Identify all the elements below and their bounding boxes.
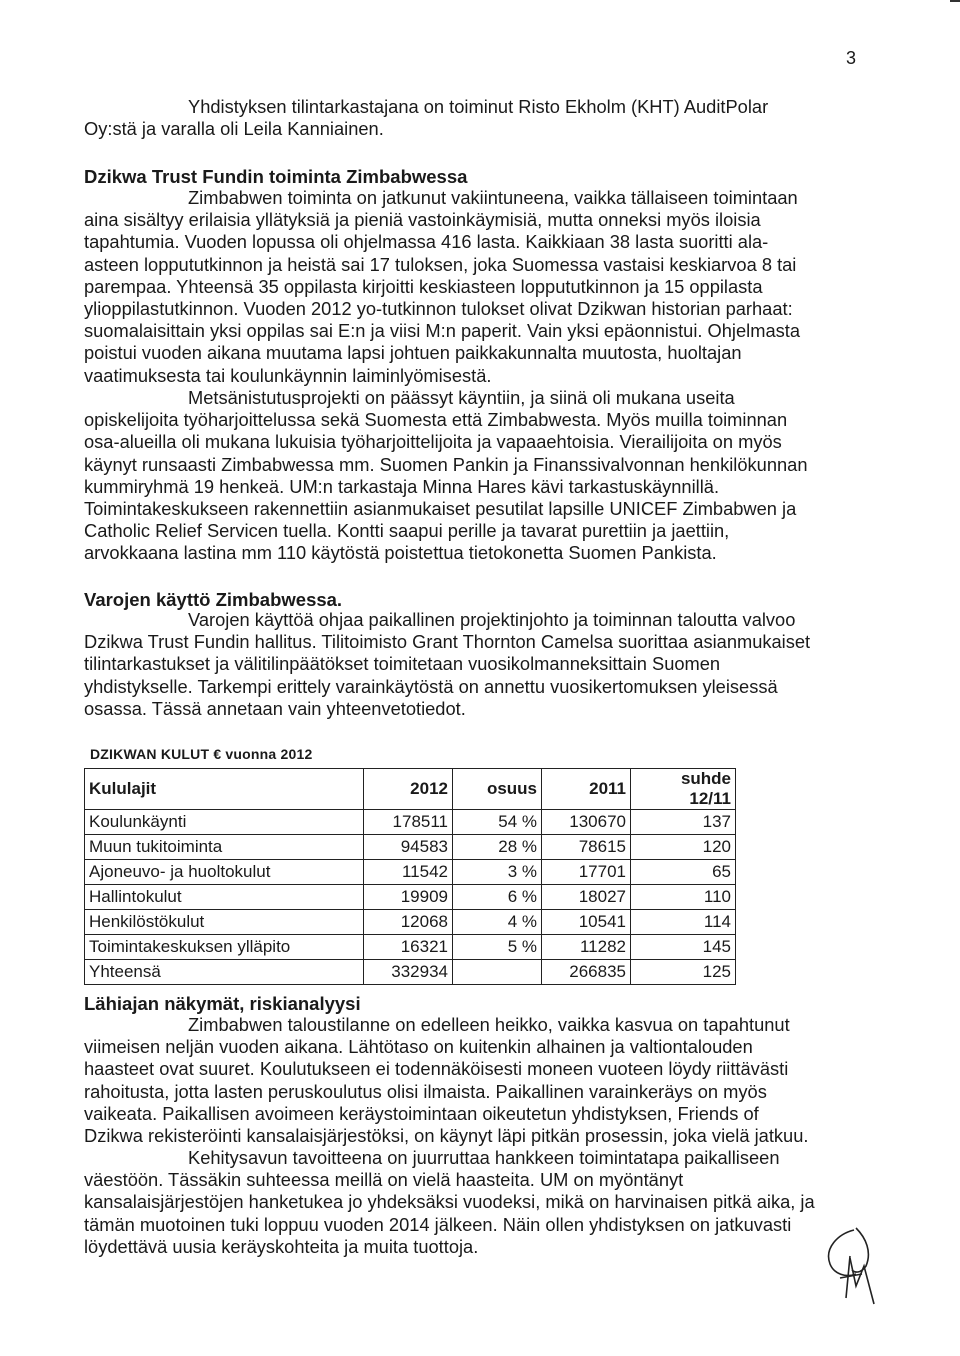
table-cell: 12068 (364, 910, 453, 935)
table-row (85, 860, 736, 885)
table-cell: 6 % (453, 885, 542, 910)
text-line: Dzikwa Trust Fundin hallitus. Tilitoimisto Grant Thornton Camelsa suorittaa asianmukaiset (84, 631, 811, 653)
table-row (85, 885, 736, 910)
text-line: suomalaisittain yksi oppilas sai E:n ja viisi M:n paperit. Vain yksi epäonnistui. Ohjelmasta (84, 320, 801, 342)
section3-paragraph-2 (84, 1147, 864, 1258)
costs-table (84, 768, 736, 985)
text-line: haasteet ovat suuret. Koulutukseen ei todennäköisesti moneen vuoteen löydy riittävästi (84, 1058, 789, 1080)
section1-paragraph-2 (84, 387, 864, 565)
table-cell: Henkilöstökulut (85, 910, 364, 935)
text-line: aina sisältyy erilaisia yllätyksiä ja pieniä vastoinkäymisiä, mutta onneksi myös iloisia (84, 209, 761, 231)
table-cell: 114 (631, 910, 736, 935)
table-cell: 130670 (542, 810, 631, 835)
table-cell: Yhteensä (85, 960, 364, 985)
section3-paragraph-1 (84, 1014, 864, 1147)
text-line: Kehitysavun tavoitteena on juurruttaa hankkeen toimintatapa paikalliseen (188, 1147, 780, 1168)
text-line: löydettävä uusia keräyskohteita ja muita tuottoja. (84, 1235, 479, 1257)
text-line: väestöön. Tässäkin suhteessa meillä on vielä haasteita. UM on myöntänyt (84, 1169, 684, 1191)
text-line: kummiryhmä 19 henkeä. UM:n tarkastaja Minna Hares kävi tarkastuskäynnillä. (84, 475, 720, 497)
table-row (85, 810, 736, 835)
table-cell: Ajoneuvo- ja huoltokulut (85, 860, 364, 885)
table-row (85, 935, 736, 960)
table-cell: 54 % (453, 810, 542, 835)
text-line: viimeisen neljän vuoden aikana. Lähtötaso on kuitenkin alhainen ja valtiontalouden (84, 1036, 753, 1058)
table-cell: 178511 (364, 810, 453, 835)
text-line: Toimintakeskukseen rakennettiin asianmukaiset pesutilat lapsille UNICEF Zimbabwen ja (84, 498, 797, 520)
table-cell: 4 % (453, 910, 542, 935)
handwritten-initials-signature (816, 1208, 886, 1308)
table-cell: 266835 (542, 960, 631, 985)
text-line: osa-alueilla oli mukana lukuisia työharjoittelijoita ja vapaaehtoisia. Vierailijoita on myös (84, 431, 782, 453)
table-title: DZIKWAN KULUT € vuonna 2012 (90, 746, 313, 762)
table-cell: 120 (631, 835, 736, 860)
text-line: vaatimuksesta tai koulunkäynnin laiminlyömisestä. (84, 364, 492, 386)
text-line: vaikeata. Paikallisen avoimeen keräystoimintaan oikeutetun yhdistyksen, Friends of (84, 1102, 759, 1124)
table-cell: 18027 (542, 885, 631, 910)
table-cell (453, 960, 542, 985)
text-line: kansalaisjärjestöjen hanketukea jo yhdeksäksi vuodeksi, mikä on harvinaisen pitkä aika, ja (84, 1191, 815, 1213)
section-heading-varojen-kaytto: Varojen käyttö Zimbabwessa. (84, 589, 343, 610)
text-line: tämän muotoinen tuki loppuu vuoden 2014 jälkeen. Näin ollen yhdistyksen on jatkuvasti (84, 1213, 792, 1235)
text-line: Dzikwa rekisteröinti kansalaisjärjestöksi, on käynyt läpi pitkän prosessin, joka vielä jatkuu. (84, 1125, 809, 1147)
table-cell: 11282 (542, 935, 631, 960)
intro-paragraph (84, 96, 864, 140)
table-header-row (85, 769, 736, 810)
text-line: opiskelijoita työharjoittelussa sekä Suomesta että Zimbabwesta. Myös muilla toiminnan (84, 409, 788, 431)
table-cell: 19909 (364, 885, 453, 910)
table-cell: 65 (631, 860, 736, 885)
scan-corner-mark (950, 0, 960, 2)
text-line: Catholic Relief Servicen tuella. Kontti saapui perille ja tavarat purettiin ja jaettiin, (84, 520, 730, 542)
text-line: Zimbabwen taloustilanne on edelleen heikko, vaikka kasvua on tapahtunut (188, 1014, 790, 1035)
text-line: tilintarkastukset ja välitilinpäätökset toimitetaan vuosikolmanneksittain Suomen (84, 653, 721, 675)
column-header: osuus (453, 769, 542, 810)
column-header: 2012 (364, 769, 453, 810)
text-line: parempaa. Yhteensä 35 oppilasta kirjoitti keskiasteen loppututkinnon ja 15 oppilasta (84, 275, 763, 297)
page-number: 3 (846, 48, 857, 68)
text-line: Zimbabwen toiminta on jatkunut vakiintuneena, vaikka tällaiseen toimintaan (188, 187, 798, 208)
text-line: Oy:stä ja varalla oli Leila Kanniainen. (84, 118, 384, 140)
table-cell: 332934 (364, 960, 453, 985)
text-line: Yhdistyksen tilintarkastajana on toiminut Risto Ekholm (KHT) AuditPolar (188, 96, 769, 117)
table-cell: 17701 (542, 860, 631, 885)
text-line: rahoitusta, jotta lasten peruskoulutus olisi ilmaista. Paikallinen varainkeräys on myös (84, 1080, 767, 1102)
text-line: asteen loppututkinnon ja heistä sai 17 tuloksen, joka Suomessa vastaisi keskiarvoa 8 tai (84, 253, 797, 275)
table-cell: 5 % (453, 935, 542, 960)
text-line: ylioppilastutkinnon. Vuoden 2012 yo-tutkinnon tulokset olivat Dzikwan historian parhaat: (84, 298, 793, 320)
text-line: Varojen käyttöä ohjaa paikallinen projektinjohto ja toiminnan taloutta valvoo (188, 609, 796, 630)
table-cell: 3 % (453, 860, 542, 885)
text-line: poistui vuoden aikana muutama lapsi johtuen paikkakunnalta muutosta, huoltajan (84, 342, 742, 364)
table-cell: 10541 (542, 910, 631, 935)
table-cell: 137 (631, 810, 736, 835)
text-line: yhdistykselle. Tarkempi erittely varainkäytöstä on annettu vuosikertomuksen yleisessä (84, 675, 778, 697)
table-cell: 78615 (542, 835, 631, 860)
table-cell: 110 (631, 885, 736, 910)
text-line: osassa. Tässä annetaan vain yhteenvetotiedot. (84, 697, 466, 719)
column-header: 2011 (542, 769, 631, 810)
section2-paragraph (84, 609, 864, 720)
table-cell: Hallintokulut (85, 885, 364, 910)
section1-paragraph-1 (84, 187, 864, 387)
column-header: suhde 12/11 (631, 769, 736, 810)
text-line: Metsänistutusprojekti on päässyt käyntiin, ja siinä oli mukana useita (188, 387, 735, 408)
table-cell: Toimintakeskuksen ylläpito (85, 935, 364, 960)
table-row (85, 910, 736, 935)
text-line: tapahtumia. Vuoden lopussa oli ohjelmassa 416 lasta. Kaikkiaan 38 lasta suoritti ala- (84, 231, 769, 253)
text-line: käynyt runsaasti Zimbabwessa mm. Suomen Pankin ja Finanssivalvonnan henkilökunnan (84, 453, 808, 475)
column-header: Kululajit (85, 769, 364, 810)
table-row (85, 835, 736, 860)
text-line: arvokkaana lastina mm 110 käytöstä poistettua tietokonetta Suomen Pankista. (84, 542, 717, 564)
table-cell: 94583 (364, 835, 453, 860)
table-cell: Muun tukitoiminta (85, 835, 364, 860)
table-cell: 16321 (364, 935, 453, 960)
table-cell: 11542 (364, 860, 453, 885)
table-cell: 125 (631, 960, 736, 985)
table-cell: 28 % (453, 835, 542, 860)
table-cell: Koulunkäynti (85, 810, 364, 835)
table-cell: 145 (631, 935, 736, 960)
section-heading-lahiajan-nakymat: Lähiajan näkymät, riskianalyysi (84, 993, 361, 1014)
table-total-row (85, 960, 736, 985)
section-heading-dzikwa-trust: Dzikwa Trust Fundin toiminta Zimbabwessa (84, 166, 468, 187)
